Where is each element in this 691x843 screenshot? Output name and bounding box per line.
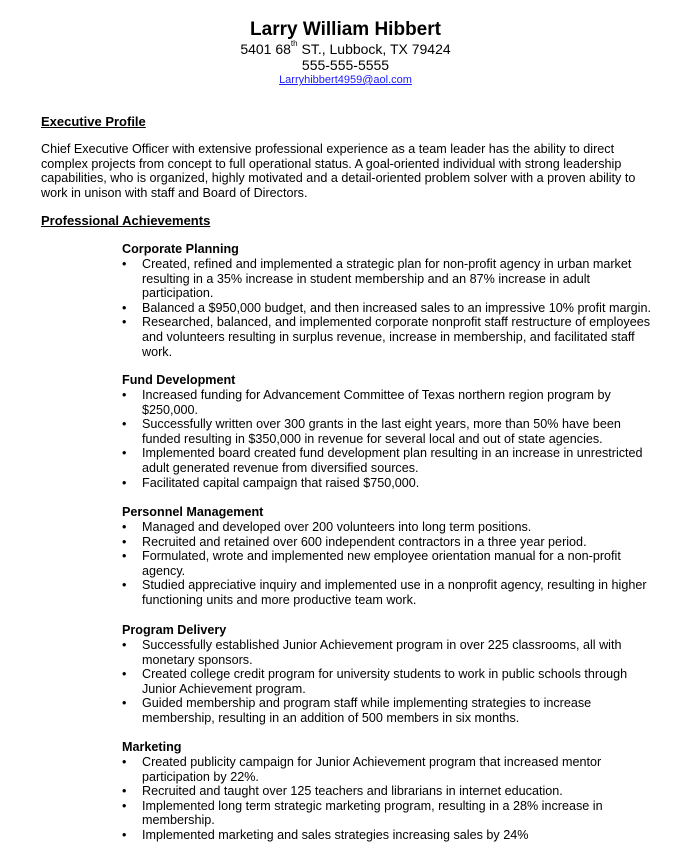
email-link[interactable]: Larryhibbert4959@aol.com bbox=[279, 74, 412, 86]
list-item-text: Recruited and taught over 125 teachers and librarians in internet education. bbox=[142, 784, 563, 799]
bullet-icon: • bbox=[122, 549, 127, 564]
list-item-text: Implemented marketing and sales strategies increasing sales by 24% bbox=[142, 827, 529, 842]
list-item bbox=[122, 315, 662, 359]
list-item bbox=[122, 446, 662, 475]
bullet-icon: • bbox=[122, 475, 127, 490]
list-item bbox=[122, 828, 662, 843]
bullet-icon: • bbox=[122, 388, 127, 402]
achievement-group-fund-development bbox=[122, 373, 662, 490]
group-title: Program Delivery bbox=[122, 623, 227, 637]
address bbox=[0, 41, 691, 57]
resume-header bbox=[0, 19, 691, 87]
list-item bbox=[122, 799, 662, 828]
bullet-list bbox=[122, 755, 662, 843]
list-item-text: Balanced a $950,000 budget, and then increased sales to an impressive 10% profit margin. bbox=[142, 300, 651, 315]
bullet-list bbox=[122, 638, 662, 726]
list-item bbox=[122, 388, 662, 417]
list-item bbox=[122, 667, 662, 696]
candidate-name: Larry William Hibbert bbox=[250, 19, 441, 40]
bullet-icon: • bbox=[122, 827, 127, 842]
list-item-text: Facilitated capital campaign that raised $750,000. bbox=[142, 475, 420, 490]
list-item-text: Successfully written over 300 grants in the last eight years, more than 50% have been funded resulting in $350,000 in revenue for several local and out of state agencies. bbox=[142, 417, 621, 446]
group-title: Corporate Planning bbox=[122, 242, 239, 256]
group-title: Fund Development bbox=[122, 373, 236, 387]
bullet-icon: • bbox=[122, 784, 127, 799]
list-item bbox=[122, 784, 662, 799]
group-title: Personnel Management bbox=[122, 505, 264, 519]
bullet-icon: • bbox=[122, 638, 127, 652]
list-item-text: Guided membership and program staff while implementing strategies to increase membership, resulting in an addition of 500 members in six months. bbox=[142, 696, 592, 725]
bullet-icon: • bbox=[122, 667, 127, 682]
bullet-icon: • bbox=[122, 534, 127, 549]
achievement-group-personnel-management bbox=[122, 505, 662, 608]
list-item-text: Studied appreciative inquiry and implemented use in a nonprofit agency, resulting in higher functioning units and more productive team work. bbox=[142, 578, 647, 607]
list-item bbox=[122, 549, 662, 578]
list-item bbox=[122, 301, 662, 316]
list-item-text: Implemented long term strategic marketing program, resulting in a 28% increase in membership. bbox=[142, 798, 603, 828]
address-ordinal: th bbox=[290, 39, 298, 48]
bullet-icon: • bbox=[122, 257, 127, 271]
list-item-text: Created college credit program for university students to work in public schools through Junior Achievement program. bbox=[142, 667, 628, 696]
bullet-icon: • bbox=[122, 696, 127, 711]
list-item-text: Formulated, wrote and implemented new employee orientation manual for a non-profit agency. bbox=[142, 549, 621, 578]
achievement-group-corporate-planning bbox=[122, 242, 662, 359]
bullet-icon: • bbox=[122, 446, 127, 461]
list-item-text: Successfully established Junior Achievement program in over 225 classrooms, all with monetary sponsors. bbox=[142, 638, 622, 667]
professional-achievements-heading: Professional Achievements bbox=[41, 213, 211, 228]
list-item-text: Managed and developed over 200 volunteers into long term positions. bbox=[142, 520, 532, 534]
executive-profile-text: Chief Executive Officer with extensive professional experience as a team leader has the ability to direct complex projects from concept to full operational status. A goal-oriented individual with strong leadership capabilities, who is organized, highly motivated and a detail-oriented problem solver with a proven ability to work in unison with staff and Board of Directors. bbox=[41, 142, 636, 200]
address-suffix: ST., Lubbock, TX 79424 bbox=[297, 41, 451, 57]
list-item bbox=[122, 257, 662, 301]
bullet-list bbox=[122, 257, 662, 359]
list-item-text: Recruited and retained over 600 independent contractors in a three year period. bbox=[142, 534, 587, 549]
list-item bbox=[122, 417, 662, 446]
bullet-list bbox=[122, 520, 662, 608]
bullet-list bbox=[122, 388, 662, 490]
list-item-text: Researched, balanced, and implemented corporate nonprofit staff restructure of employees and volunteers resulting in surplus revenue, increase in membership, and facilitated staff work. bbox=[142, 315, 651, 359]
phone-number: 555-555-5555 bbox=[301, 57, 390, 73]
bullet-icon: • bbox=[122, 798, 127, 813]
bullet-icon: • bbox=[122, 417, 127, 432]
executive-profile-heading: Executive Profile bbox=[41, 114, 146, 129]
list-item bbox=[122, 755, 662, 784]
achievement-group-program-delivery bbox=[122, 623, 662, 726]
list-item-text: Implemented board created fund development plan resulting in an increase in unrestricted adult generated revenue from diversified sources. bbox=[142, 446, 643, 475]
list-item-text: Created, refined and implemented a strategic plan for non-profit agency in urban market resulting in a 35% increase in student membership and an 87% increase in adult participation. bbox=[142, 257, 632, 301]
list-item bbox=[122, 696, 662, 725]
bullet-icon: • bbox=[122, 520, 127, 534]
list-item-text: Increased funding for Advancement Committee of Texas northern region program by $250,000. bbox=[142, 388, 611, 417]
list-item bbox=[122, 578, 662, 607]
list-item bbox=[122, 476, 662, 491]
bullet-icon: • bbox=[122, 300, 127, 315]
list-item-text: Created publicity campaign for Junior Achievement program that increased mentor participation by 22%. bbox=[142, 755, 602, 784]
address-prefix: 5401 68 bbox=[240, 41, 291, 57]
bullet-icon: • bbox=[122, 315, 127, 330]
list-item bbox=[122, 520, 662, 535]
list-item bbox=[122, 638, 662, 667]
group-title: Marketing bbox=[122, 740, 182, 754]
bullet-icon: • bbox=[122, 578, 127, 593]
bullet-icon: • bbox=[122, 755, 127, 769]
list-item bbox=[122, 535, 662, 550]
achievement-group-marketing bbox=[122, 740, 662, 843]
